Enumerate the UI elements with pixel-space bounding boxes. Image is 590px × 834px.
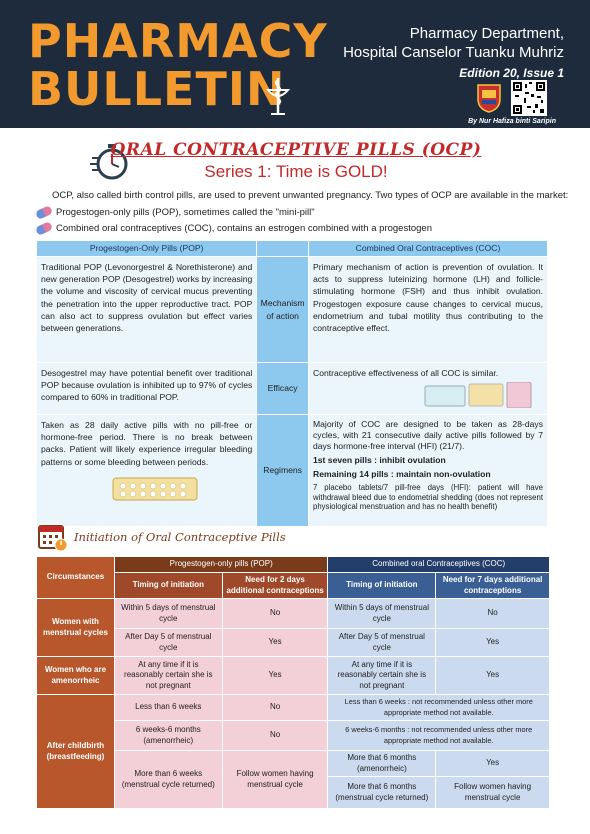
col-coc-header: Combined Oral Contraceptives (COC) (308, 241, 547, 257)
department-heading (343, 24, 564, 62)
table-row (37, 657, 550, 695)
group-amenorrheic: Women who are amenorrheic (37, 657, 115, 695)
cell: 6 weeks-6 months (amenorrheic) (114, 721, 222, 751)
cell: More than 6 weeks (menstrual cycle returned) (114, 751, 222, 809)
sub-pop-timing: Timing of initiation (114, 573, 222, 599)
initiation-table (36, 556, 550, 809)
bullet-coc-text: Combined oral contraceptives (COC), contains an estrogen combined with a progestogen (56, 223, 432, 234)
article-title: ORAL CONTRACEPTIVE PILLS (OCP) (110, 140, 482, 160)
cell: At any time if it is reasonably certain she is not pregnant (114, 657, 222, 695)
col-blank-header (257, 241, 309, 257)
comparison-header-row (37, 241, 548, 257)
cell: Within 5 days of menstrual cycle (114, 599, 222, 629)
author-byline: By Nur Hafiza binti Saripin (468, 118, 556, 125)
cell: Yes (436, 629, 550, 657)
regimens-coc-line: 7 placebo tablets/7 pill-free days (HFI): patient will have withdrawal bleed due to endometrial shedding (does not represent physiological menstruation and has no health benefit) (312, 483, 543, 511)
table-row (37, 599, 550, 629)
pill-icon (35, 205, 53, 220)
table-row (37, 695, 550, 721)
pharmacy-bowl-icon (262, 76, 294, 116)
cell: Yes (222, 629, 328, 657)
col-coc-group: Combined oral Contraceptives (COC) (328, 557, 550, 573)
table-row (37, 751, 550, 777)
cell: Follow women having menstrual cycle (222, 751, 328, 809)
row-label-mechanism: Mechanism of action (257, 257, 309, 363)
efficacy-coc: Contraceptive effectiveness of all COC is similar. (312, 368, 499, 378)
blister-pack-image (111, 474, 201, 502)
efficacy-coc-cell (308, 363, 547, 415)
table-row (37, 257, 548, 363)
initiation-heading-text: Initiation of Oral Contraceptive Pills (74, 530, 286, 544)
mechanism-pop: Traditional POP (Levonorgestrel & Norethisterone) and new generation POP (Desogestrel) works by increasing the volume and viscosity of cervical mucus preventing the penetration into the upper reproductive tract. POP can also act to suppress ovulation but effect varies between generations. (37, 257, 257, 363)
comparison-table (36, 240, 548, 527)
header-banner (0, 0, 590, 128)
edition-label: Edition 20, Issue 1 (459, 66, 564, 80)
mechanism-coc: Primary mechanism of action is prevention of ovulation. It acts to suppress luteinizing hormone (LH) and follicle-stimulating hormone (FSH) and thus inhibit ovulation. Progestogen exposure cause changes to cervical mucus, endometrium and tubal motility thus contributing to the contraceptive effect. (308, 257, 547, 363)
cell: After Day 5 of menstrual cycle (328, 629, 436, 657)
calendar-icon (38, 522, 68, 552)
cell: No (222, 599, 328, 629)
sub-pop-need: Need for 2 days additional contraceptions (222, 573, 328, 599)
bullet-pop-text: Progestogen-only pills (POP), sometimes called the "mini-pill" (56, 207, 315, 218)
table-row (37, 363, 548, 415)
cell: Follow women having menstrual cycle (436, 777, 550, 809)
pill-icon (35, 221, 53, 236)
cell: Within 5 days of menstrual cycle (328, 599, 436, 629)
regimens-coc-line: 1st seven pills : inhibit ovulation (312, 455, 446, 465)
col-pop-header: Progestogen-Only Pills (POP) (37, 241, 257, 257)
qr-code-icon[interactable] (511, 80, 547, 116)
bulletin-title-line1: PHARMACY (28, 14, 328, 68)
regimens-coc-cell (308, 415, 547, 527)
university-crest-icon (476, 83, 502, 113)
sub-coc-need: Need for 7 days additional contraceptions (436, 573, 550, 599)
row-label-regimens: Regimens (257, 415, 309, 527)
initiation-header-row (37, 557, 550, 573)
pill-pack-image (423, 382, 543, 408)
regimens-pop-cell (37, 415, 257, 527)
table-row (37, 629, 550, 657)
bulletin-title-line2: BULLETIN (28, 62, 286, 116)
cell: Less than 6 weeks (114, 695, 222, 721)
intro-paragraph: OCP, also called birth control pills, are used to prevent unwanted pregnancy. Two types of OCP are available in the market: (52, 190, 569, 201)
cell: At any time if it is reasonably certain she is not pregnant (328, 657, 436, 695)
cell: More that 6 months (amenorrheic) (328, 751, 436, 777)
cell: More that 6 months (menstrual cycle returned) (328, 777, 436, 809)
row-label-efficacy: Efficacy (257, 363, 309, 415)
cell: 6 weeks-6 months : not recommended unless other more appropriate method not available. (328, 721, 550, 751)
bullet-coc (36, 223, 432, 234)
sub-coc-timing: Timing of initiation (328, 573, 436, 599)
header-separator (0, 128, 590, 134)
initiation-subheader-row (37, 573, 550, 599)
cell: Yes (222, 657, 328, 695)
regimens-pop: Taken as 28 daily active pills with no pill-free or hormone-free period. There is no break between packs. Patient will likely experience irregular bleeding patterns or some bleeding between periods. (41, 420, 253, 467)
group-menstrual: Women with menstrual cycles (37, 599, 115, 657)
col-circumstances: Circumstances (37, 557, 115, 599)
cell: Less than 6 weeks : not recommended unless other more appropriate method not available. (328, 695, 550, 721)
department-name: Pharmacy Department, (409, 25, 564, 42)
cell: Yes (436, 751, 550, 777)
article-heading (96, 140, 496, 182)
hospital-name: Hospital Canselor Tuanku Muhriz (343, 44, 564, 61)
bullet-pop (36, 207, 315, 218)
regimens-coc-line: Majority of COC are designed to be taken as 28-days cycles, with 21 consecutive daily active pills followed by 7 days hormone-free interval (HFI) (21/7). (312, 419, 543, 451)
cell: No (222, 721, 328, 751)
col-pop-group: Progestogen-only pills (POP) (114, 557, 328, 573)
table-row (37, 721, 550, 751)
efficacy-pop: Desogestrel may have potential benefit over traditional POP because ovulation is inhibited up to 97% of cycles compared to 60% in traditional POP. (37, 363, 257, 415)
table-row (37, 415, 548, 527)
initiation-heading (38, 522, 286, 552)
group-childbirth: After childbirth (breastfeeding) (37, 695, 115, 809)
cell: Yes (436, 657, 550, 695)
cell: No (436, 599, 550, 629)
cell: No (222, 695, 328, 721)
cell: After Day 5 of menstrual cycle (114, 629, 222, 657)
article-series: Series 1: Time is GOLD! (204, 162, 388, 181)
regimens-coc-line: Remaining 14 pills : maintain non-ovulation (312, 469, 491, 479)
